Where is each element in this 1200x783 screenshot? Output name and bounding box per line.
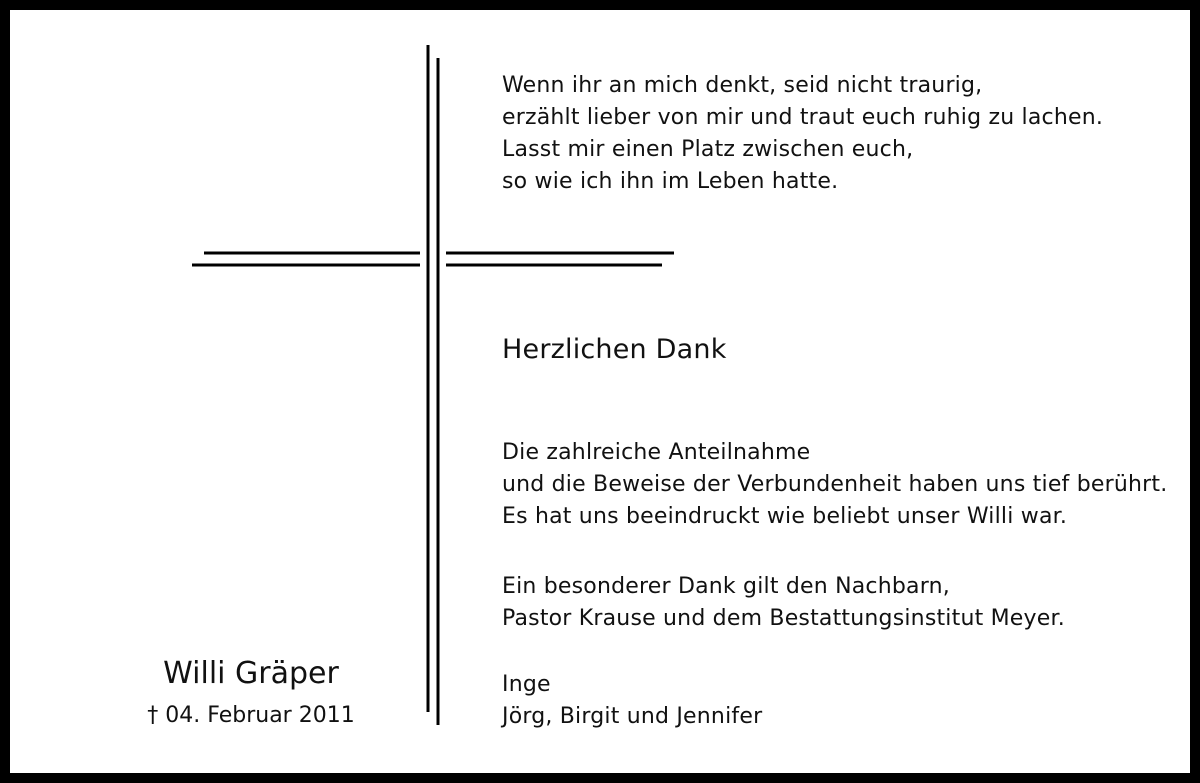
signature-line: Inge: [502, 672, 551, 697]
poem-line: erzählt lieber von mir und traut euch ruhig zu lachen.: [502, 105, 1104, 130]
poem-line: so wie ich ihn im Leben hatte.: [502, 169, 839, 194]
message-line: Die zahlreiche Anteilnahme: [502, 440, 811, 465]
poem-block: [502, 70, 1103, 198]
message-paragraph-2: [502, 571, 1065, 635]
message-line: Ein besonderer Dank gilt den Nachbarn,: [502, 574, 950, 599]
message-line: und die Beweise der Verbundenheit haben uns tief berührt.: [502, 472, 1168, 497]
deceased-name: Willi Gräper: [163, 656, 339, 691]
poem-line: Wenn ihr an mich denkt, seid nicht traurig,: [502, 73, 983, 98]
message-paragraph-1: [502, 437, 1167, 533]
thanks-heading: Herzlichen Dank: [502, 334, 727, 365]
signature-block: [502, 669, 762, 733]
signature-line: Jörg, Birgit und Jennifer: [502, 704, 763, 729]
message-line: Pastor Krause und dem Bestattungsinstitut Meyer.: [502, 606, 1065, 631]
message-line: Es hat uns beeindruckt wie beliebt unser Willi war.: [502, 504, 1068, 529]
death-date: † 04. Februar 2011: [147, 703, 355, 728]
poem-line: Lasst mir einen Platz zwischen euch,: [502, 137, 914, 162]
